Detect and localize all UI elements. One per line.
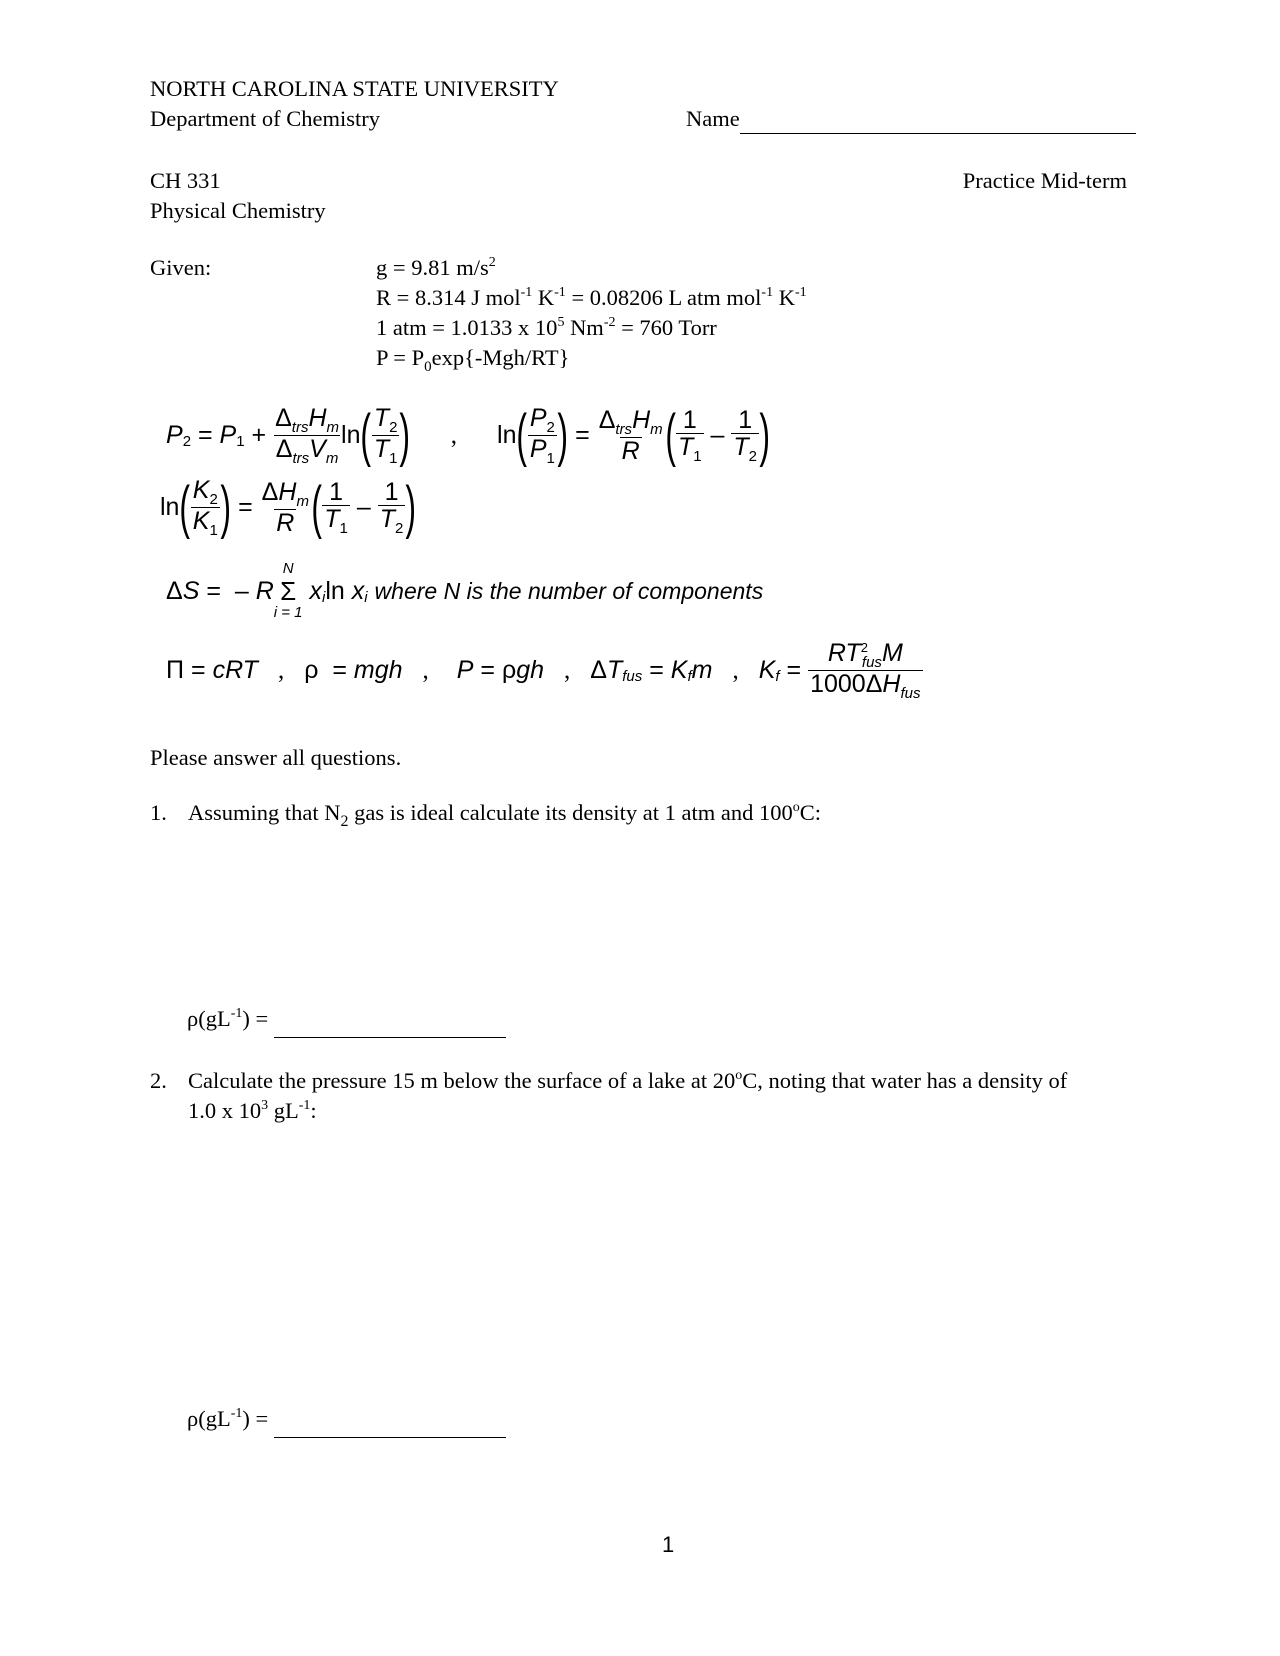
question-2-number: 2. (150, 1068, 167, 1093)
equation-van-t-hoff: ln ( $\frac{K_2}{K_1}$ ) = $\frac{\Delta H_m}{R}$ ( $\frac{1}{T_1}$ – $\frac{1}{T_2}$ ) (160, 474, 417, 540)
department-name: Department of Chemistry (150, 106, 380, 131)
answer-label: $\rho(gL^{-1})$ = (187, 1406, 269, 1431)
equation-clapeyron: P 2 = P 1 + $\frac{\Delta_{trs}H_m}{\Delta_{trs}V_m}$ ln ( $\frac{T_2}{T_1}$ ) (166, 402, 411, 468)
given-barometric-formula: $P = P_0\exp\{-Mgh/RT\}$ (376, 345, 570, 375)
name-blank-line[interactable] (740, 107, 1136, 134)
question-2-answer[interactable] (187, 1404, 506, 1438)
given-label: Given: (150, 255, 212, 280)
question-2-text-line2: 1.0 x $10^3$ $gL^{-1}$: (188, 1098, 317, 1123)
name-label: Name (686, 106, 740, 131)
given-atm-conversion: 1 atm = 1.0133 x $10^5$ $Nm^{-2} = 760$ Torr (376, 315, 717, 340)
question-1-text: Assuming that $N_2$ gas is ideal calculate its density at 1 atm and 100$^o$C: (188, 800, 822, 830)
question-1-answer[interactable] (187, 1004, 506, 1038)
question-2-text-line1: Calculate the pressure 15 m below the surface of a lake at 20$^o$C, noting that water has a density of (188, 1068, 1068, 1093)
equation-colligative-row: Π = cRT , ρ = mgh , P = ρ gh , Δ T fus = K f m , K f = $\frac{RT^2_{fus}M}{1000\Delta H_{fus}}$ (166, 639, 921, 702)
exam-title: Practice Mid-term (962, 168, 1127, 193)
university-name: NORTH CAROLINA STATE UNIVERSITY (150, 76, 559, 101)
given-gas-constant: R = 8.314 J mol$^{-1}$ $K^{-1} = 0.08206$ L atm mol$^{-1}$ $K^{-1}$ (376, 285, 807, 310)
page-number: 1 (662, 1532, 675, 1557)
equation-clausius-clapeyron: ln ( $\frac{P_2}{P_1}$ ) = $\frac{\Delta_{trs}H_m}{R}$ ( $\frac{1}{T_1}$ – $\frac{1}{T_2}$ ) (497, 402, 770, 468)
name-field[interactable] (686, 104, 1136, 134)
answer-blank-line[interactable] (274, 1411, 506, 1438)
equation-clapeyron-row: P 2 = P 1 + $\frac{\Delta_{trs}H_m}{\Delta_{trs}V_m}$ ln ( $\frac{T_2}{T_1}$ ) , ln ( $\frac{P_2}{P_1}$ ) = $\frac{\Delta_{trs}H_m}{R}$ ( $\frac{1}{T_1}$ – $\frac{1}{T_2}$ ) (166, 402, 770, 468)
course-code: CH 331 (150, 168, 221, 193)
instructions: Please answer all questions. (150, 745, 402, 770)
answer-label: $\rho(gL^{-1})$ = (187, 1006, 269, 1031)
course-title: Physical Chemistry (150, 198, 326, 223)
equation-entropy-mixing: Δ S = – R N Σ i = 1 x i ln x i where N is the number of components (166, 560, 764, 621)
question-1-number: 1. (150, 800, 167, 825)
answer-blank-line[interactable] (274, 1011, 506, 1038)
given-gravity: g = 9.81 $m/s^2$ (376, 255, 496, 280)
